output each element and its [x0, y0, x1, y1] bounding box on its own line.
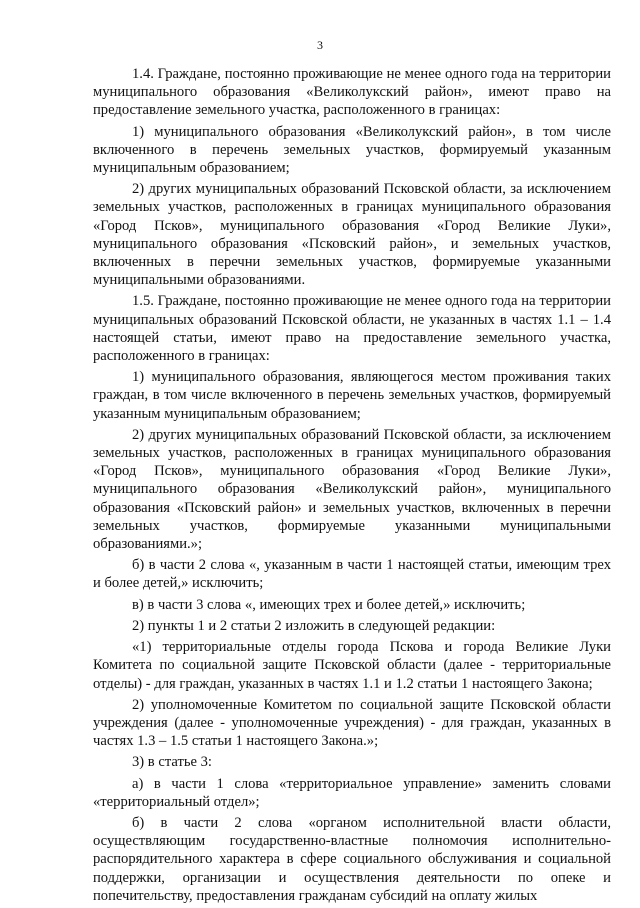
paragraph-1-5-item-2: 2) других муниципальных образований Псковской области, за исключением земельных участков, расположенных в границах муниципального образования «Город Псков», муниципального образования «Город Великие Луки», муниципального образования «Великолукский район», муниципального образования «Псковский район» и земельных участков, включенных в перечни земельных участков, формируемые указанными муниципальными образованиями.»;: [93, 426, 611, 553]
page-number: 3: [317, 38, 323, 52]
paragraph-1-4-item-2: 2) других муниципальных образований Псковской области, за исключением земельных участков, расположенных в границах муниципального образования «Город Псков», муниципального образования «Город Великие Луки», муниципального образования «Псковский район», и земельных участков, включенных в перечни земельных участков, формируемые указанными муниципальными образованиями.: [93, 181, 611, 289]
paragraph-1-5-item-1: 1) муниципального образования, являющегося местом проживания таких граждан, в том числе включенного в перечень земельных участков, формируемый указанным муниципальным образованием;: [93, 369, 611, 422]
paragraph-article-2-item-2: 2) уполномоченные Комитетом по социальной защите Псковской области учреждения (далее - уполномоченные учреждения) - для граждан, указанных в частях 1.3 – 1.5 статьи 1 настоящего Закона.»;: [93, 696, 611, 750]
paragraph-b-part-2: б) в части 2 слова «, указанным в части 1 настоящей статьи, имеющим трех и более детей,» исключить;: [93, 557, 611, 592]
paragraph-article-2-item-1: «1) территориальные отделы города Пскова и города Великие Луки Комитета по социальной защите Псковской области (далее - территориальные отделы) - для граждан, указанных в частях 1.1 и 1.2 статьи 1 настоящего Закона;: [93, 639, 611, 692]
paragraph-v-part-3: в) в части 3 слова «, имеющих трех и более детей,» исключить;: [132, 596, 526, 613]
document-body: [93, 65, 611, 908]
paragraph-article-3-b: б) в части 2 слова «органом исполнительной власти области, осуществляющим государственно-властные полномочия исполнительно-распорядительного характера в сфере социального обслуживания и социальной поддержки, организации и осуществления деятельности по опеке и попечительству, предоставления гражданам субсидий на оплату жилых: [93, 814, 611, 904]
paragraph-1-4: 1.4. Граждане, постоянно проживающие не менее одного года на территории муниципального образования «Великолукский район», имеют право на предоставление земельного участка, расположенного в границах:: [93, 66, 611, 119]
paragraph-article-3: 3) в статье 3:: [132, 754, 212, 771]
paragraph-1-4-item-1: 1) муниципального образования «Великолукский район», в том числе включенного в перечень земельных участков, формируемый указанным муниципальным образованием;: [93, 123, 611, 177]
paragraph-article-2: 2) пункты 1 и 2 статьи 2 изложить в следующей редакции:: [132, 617, 496, 634]
paragraph-article-3-a: а) в части 1 слова «территориальное управление» заменить словами «территориальный отдел»;: [93, 775, 611, 810]
paragraph-1-5: 1.5. Граждане, постоянно проживающие не менее одного года на территории муниципальных образований Псковской области, не указанных в частях 1.1 – 1.4 настоящей статьи, имеют право на предоставление земельного участка, расположенного в границах:: [93, 293, 611, 365]
